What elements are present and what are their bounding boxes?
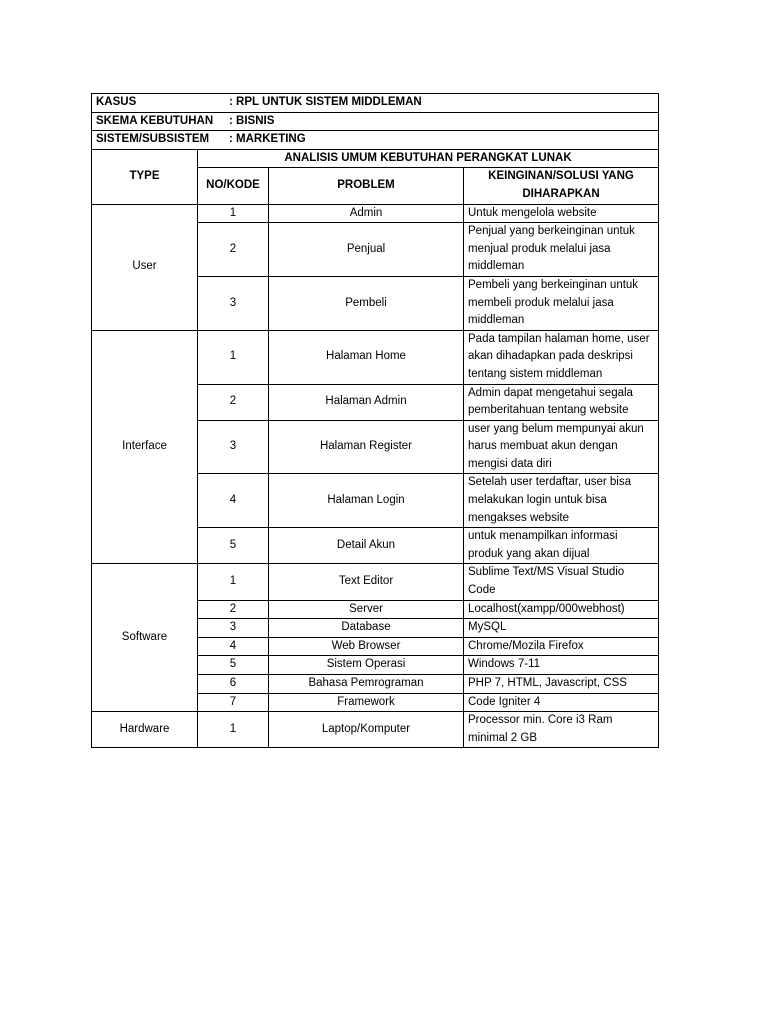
problem-cell: Web Browser <box>269 637 464 656</box>
sistem-value: : MARKETING <box>229 133 306 146</box>
problem-cell: Framework <box>269 693 464 712</box>
solution-cell: Admin dapat mengetahui segala pemberitahuan tentang website <box>464 384 659 420</box>
skema-label: SKEMA KEBUTUHAN <box>96 114 214 127</box>
sistem-label: SISTEM/SUBSISTEM <box>96 133 210 146</box>
no-cell: 2 <box>198 600 269 619</box>
solution-cell: PHP 7, HTML, Javascript, CSS <box>464 675 659 694</box>
solution-cell: Pembeli yang berkeinginan untuk membeli produk melalui jasa middleman <box>464 276 659 330</box>
solution-cell: Penjual yang berkeinginan untuk menjual produk melalui jasa middleman <box>464 223 659 277</box>
problem-cell: Halaman Register <box>269 420 464 474</box>
type-cell: Software <box>92 564 198 712</box>
no-cell: 1 <box>198 564 269 600</box>
no-header: NO/KODE <box>198 168 269 204</box>
solution-cell: Chrome/Mozila Firefox <box>464 637 659 656</box>
solution-cell: untuk menampilkan informasi produk yang akan dijual <box>464 528 659 564</box>
kasus-value: : RPL UNTUK SISTEM MIDDLEMAN <box>229 96 422 108</box>
solution-cell: Sublime Text/MS Visual Studio Code <box>464 564 659 600</box>
no-cell: 7 <box>198 693 269 712</box>
type-cell: Hardware <box>92 712 198 748</box>
problem-cell: Halaman Login <box>269 474 464 528</box>
problem-cell: Detail Akun <box>269 528 464 564</box>
type-cell: Interface <box>92 330 198 564</box>
solution-cell: user yang belum mempunyai akun harus membuat akun dengan mengisi data diri <box>464 420 659 474</box>
document-page <box>91 93 658 748</box>
problem-cell: Server <box>269 600 464 619</box>
type-header: TYPE <box>92 149 198 204</box>
no-cell: 5 <box>198 528 269 564</box>
no-cell: 3 <box>198 420 269 474</box>
solution-cell: Untuk mengelola website <box>464 204 659 223</box>
problem-cell: Pembeli <box>269 276 464 330</box>
no-cell: 1 <box>198 712 269 748</box>
skema-row <box>92 112 659 131</box>
problem-header: PROBLEM <box>269 168 464 204</box>
solution-header: KEINGINAN/SOLUSI YANG DIHARAPKAN <box>464 168 659 204</box>
column-group-header-row <box>92 149 659 168</box>
table-row <box>92 564 659 600</box>
problem-cell: Halaman Home <box>269 330 464 384</box>
no-cell: 6 <box>198 675 269 694</box>
type-cell: User <box>92 204 198 330</box>
analysis-group-header: ANALISIS UMUM KEBUTUHAN PERANGKAT LUNAK <box>198 149 659 168</box>
no-cell: 5 <box>198 656 269 675</box>
problem-cell: Laptop/Komputer <box>269 712 464 748</box>
problem-cell: Bahasa Pemrograman <box>269 675 464 694</box>
sistem-row <box>92 131 659 150</box>
problem-cell: Database <box>269 619 464 638</box>
no-cell: 1 <box>198 330 269 384</box>
solution-cell: Processor min. Core i3 Ram minimal 2 GB <box>464 712 659 748</box>
no-cell: 4 <box>198 637 269 656</box>
solution-cell: Code Igniter 4 <box>464 693 659 712</box>
table-row <box>92 204 659 223</box>
solution-cell: MySQL <box>464 619 659 638</box>
no-cell: 2 <box>198 223 269 277</box>
problem-cell: Admin <box>269 204 464 223</box>
solution-cell: Setelah user terdaftar, user bisa melakukan login untuk bisa mengakses website <box>464 474 659 528</box>
no-cell: 2 <box>198 384 269 420</box>
table-row <box>92 330 659 384</box>
problem-cell: Text Editor <box>269 564 464 600</box>
solution-cell: Localhost(xampp/000webhost) <box>464 600 659 619</box>
table-row <box>92 712 659 748</box>
kasus-label: KASUS <box>96 96 137 108</box>
problem-cell: Sistem Operasi <box>269 656 464 675</box>
no-cell: 4 <box>198 474 269 528</box>
solution-cell: Windows 7-11 <box>464 656 659 675</box>
solution-cell: Pada tampilan halaman home, user akan dihadapkan pada deskripsi tentang sistem middleman <box>464 330 659 384</box>
requirements-table <box>91 93 659 748</box>
no-cell: 1 <box>198 204 269 223</box>
no-cell: 3 <box>198 276 269 330</box>
no-cell: 3 <box>198 619 269 638</box>
kasus-row <box>92 94 659 113</box>
skema-value: : BISNIS <box>229 114 275 127</box>
problem-cell: Penjual <box>269 223 464 277</box>
problem-cell: Halaman Admin <box>269 384 464 420</box>
